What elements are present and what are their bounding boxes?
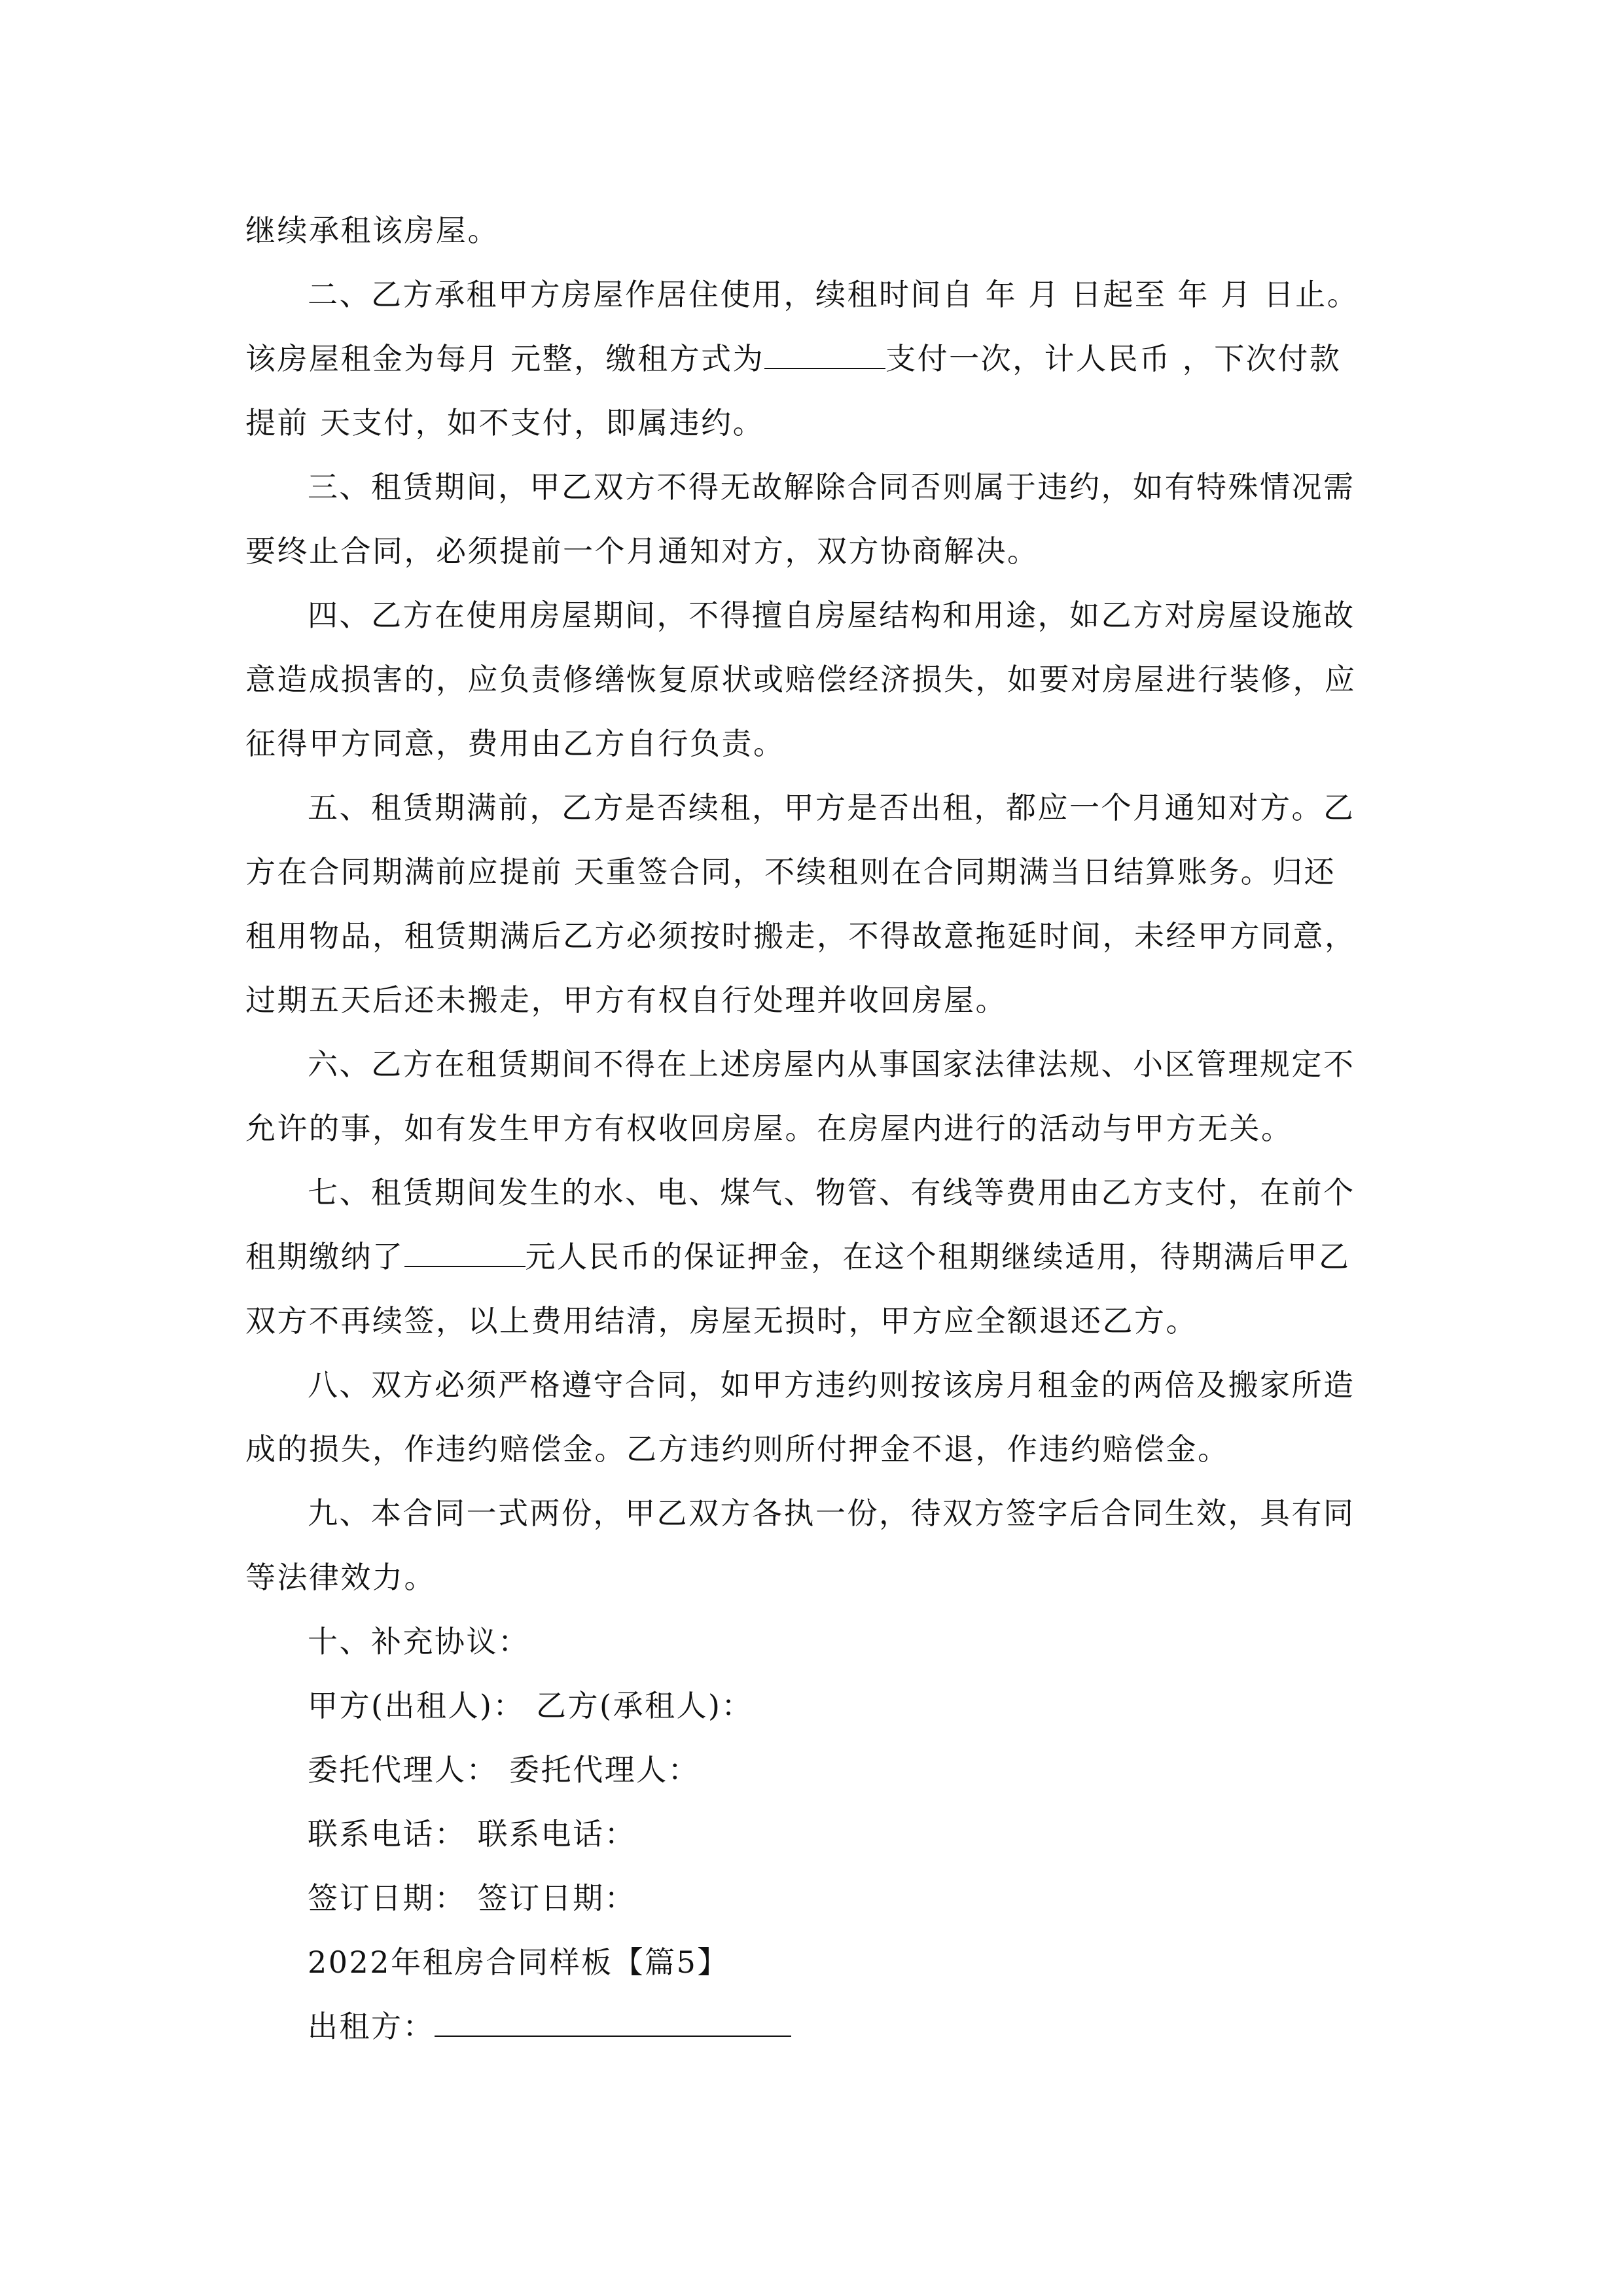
- clause-9-line-2: 等法律效力。: [245, 1560, 436, 1595]
- text-segment: 租期缴纳了: [245, 1239, 404, 1274]
- text-segment: 支付一次，计人民币 ，下次付款: [885, 341, 1342, 376]
- payment-method-blank: [764, 339, 885, 369]
- clause-8-line-2: 成的损失，作违约赔偿金。乙方违约则所付押金不退，作违约赔偿金。: [245, 1431, 1230, 1467]
- clause-3-line-2: 要终止合同，必须提前一个月通知对方，双方协商解决。: [245, 533, 1039, 569]
- section-title: 2022年租房合同样板【篇5】: [308, 1945, 729, 1980]
- clause-6-line-1: 六、乙方在租赁期间不得在上述房屋内从事国家法律法规、小区管理规定不: [308, 1047, 1355, 1082]
- date-line: 签订日期： 签订日期：: [308, 1880, 637, 1916]
- clause-5-line-4: 过期五天后还未搬走，甲方有权自行处理并收回房屋。: [245, 982, 1007, 1018]
- clause-2-line-3: 提前 天支付，如不支付，即属违约。: [245, 405, 765, 440]
- clause-2-line-1: 二、乙方承租甲方房屋作居住使用，续租时间自 年 月 日起至 年 月 日止。: [308, 277, 1359, 312]
- party-line: 甲方(出租人)： 乙方(承租人)：: [308, 1688, 753, 1723]
- clause-6-line-2: 允许的事，如有发生甲方有权收回房屋。在房屋内进行的活动与甲方无关。: [245, 1111, 1293, 1146]
- text-line: 继续承租该房屋。: [245, 213, 499, 248]
- clause-7-line-3: 双方不再续签，以上费用结清，房屋无损时，甲方应全额退还乙方。: [245, 1303, 1198, 1338]
- clause-5-line-3: 租用物品，租赁期满后乙方必须按时搬走，不得故意拖延时间，未经甲方同意，: [245, 918, 1357, 954]
- lessor-label: 出租方：: [308, 2009, 435, 2044]
- clause-4-line-1: 四、乙方在使用房屋期间，不得擅自房屋结构和用途，如乙方对房屋设施故: [308, 598, 1355, 633]
- clause-4-line-3: 征得甲方同意，费用由乙方自行负责。: [245, 726, 785, 761]
- agent-line: 委托代理人： 委托代理人：: [308, 1752, 700, 1787]
- deposit-amount-blank: [404, 1237, 526, 1267]
- clause-8-line-1: 八、双方必须严格遵守合同，如甲方违约则按该房月租金的两倍及搬家所造: [308, 1367, 1355, 1403]
- clause-7-line-1: 七、租赁期间发生的水、电、煤气、物管、有线等费用由乙方支付，在前个: [308, 1175, 1355, 1210]
- clause-3-line-1: 三、租赁期间，甲乙双方不得无故解除合同否则属于违约，如有特殊情况需: [308, 469, 1355, 505]
- clause-5-line-2: 方在合同期满前应提前 天重签合同，不续租则在合同期满当日结算账务。归还: [245, 854, 1336, 889]
- clause-7-line-2: [245, 1237, 1397, 1276]
- lessor-line: [308, 2007, 1459, 2046]
- text-segment: 该房屋租金为每月 元整，缴租方式为: [245, 341, 765, 376]
- clause-10-heading: 十、补充协议：: [308, 1624, 530, 1659]
- lessor-blank: [435, 2007, 791, 2037]
- phone-line: 联系电话： 联系电话：: [308, 1816, 637, 1852]
- clause-2-line-2: [245, 339, 1397, 378]
- clause-5-line-1: 五、租赁期满前，乙方是否续租，甲方是否出租，都应一个月通知对方。乙: [308, 790, 1355, 825]
- text-segment: 元人民币的保证押金，在这个租期继续适用，待期满后甲乙: [525, 1239, 1351, 1274]
- clause-9-line-1: 九、本合同一式两份，甲乙双方各执一份，待双方签字后合同生效，具有同: [308, 1496, 1355, 1531]
- clause-4-line-2: 意造成损害的，应负责修缮恢复原状或赔偿经济损失，如要对房屋进行装修，应: [245, 662, 1357, 697]
